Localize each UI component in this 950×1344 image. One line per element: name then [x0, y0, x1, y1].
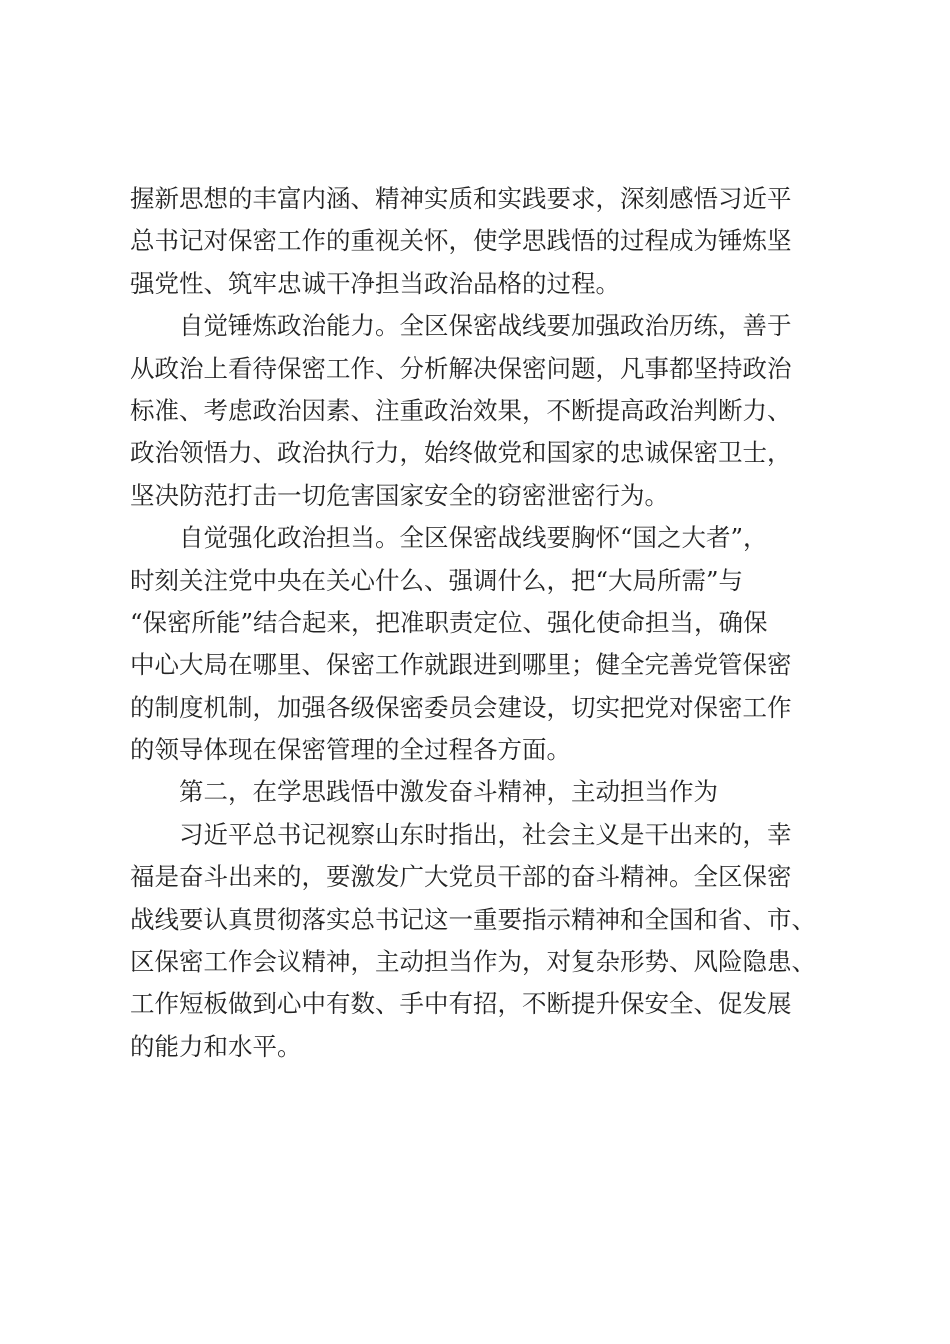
text-line: 战线要认真贯彻落实总书记这一重要指示精神和全国和省、市、 [130, 904, 816, 934]
paragraph-first-line: 自觉锤炼政治能力。全区保密战线要加强政治历练，善于 [179, 311, 792, 341]
paragraph-first-line: 自觉强化政治担当。全区保密战线要胸怀“国之大者”， [179, 523, 768, 553]
text-line: 政治领悟力、政治执行力，始终做党和国家的忠诚保密卫士， [130, 438, 792, 468]
text-line: 区保密工作会议精神，主动担当作为，对复杂形势、风险隐患、 [130, 947, 816, 977]
text-line: 中心大局在哪里、保密工作就跟进到哪里；健全完善党管保密 [130, 650, 792, 680]
text-line: 坚决防范打击一切危害国家安全的窃密泄密行为。 [130, 480, 669, 510]
text-line: 总书记对保密工作的重视关怀，使学思践悟的过程成为锤炼坚 [130, 226, 792, 256]
text-line: 强党性、筑牢忠诚干净担当政治品格的过程。 [130, 268, 620, 298]
text-line: 的领导体现在保密管理的全过程各方面。 [130, 735, 571, 765]
text-line: 握新思想的丰富内涵、精神实质和实践要求，深刻感悟习近平 [130, 184, 792, 213]
text-line: 的能力和水平。 [130, 1031, 302, 1061]
paragraph-first-line: 习近平总书记视察山东时指出，社会主义是干出来的，幸 [179, 819, 792, 849]
document-body [130, 178, 830, 1068]
text-line: “保密所能”结合起来，把准职责定位、强化使命担当，确保 [130, 607, 768, 637]
text-line: 的制度机制，加强各级保密委员会建设，切实把党对保密工作 [130, 692, 792, 722]
section-heading: 第二，在学思践悟中激发奋斗精神，主动担当作为 [179, 777, 718, 807]
text-line: 时刻关注党中央在关心什么、强调什么，把“大局所需”与 [130, 565, 744, 595]
text-line: 从政治上看待保密工作、分析解决保密问题，凡事都坚持政治 [130, 353, 792, 383]
text-line: 福是奋斗出来的，要激发广大党员干部的奋斗精神。全区保密 [130, 862, 792, 892]
text-line: 工作短板做到心中有数、手中有招，不断提升保安全、促发展 [130, 989, 792, 1019]
text-line: 标准、考虑政治因素、注重政治效果，不断提高政治判断力、 [130, 395, 792, 425]
